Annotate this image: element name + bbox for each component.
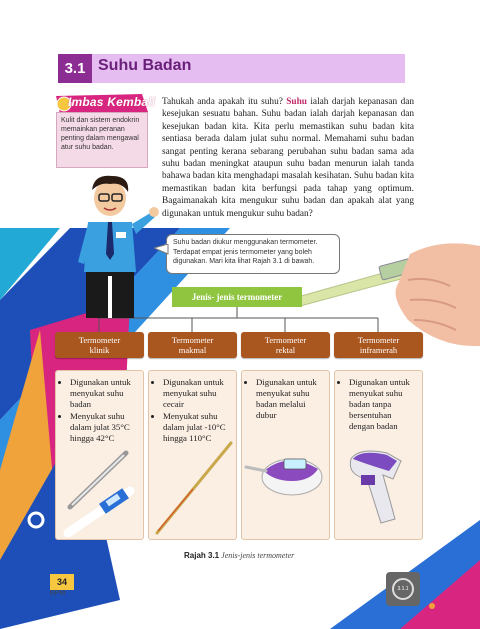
- imbas-kembali-title: Imbas Kembali: [68, 95, 156, 109]
- intro-text-2: ialah darjah kepanasan dan kesejukan sesuatu bahan. Suhu badan ialah darjah kepanasan dan kesejukan badan kita. Kita perlu memastikan suhu badan kita sentiasa berada dalam julat suhu normal. Memahami suhu badan sangat penting kerana sebarang perubahan suhu badan sama ada suhu badan meningkat ataupun suhu badan menurun ialah tanda bahawa badan kita menghadapi masalah kesihatan. Suhu badan kita memastikan badan kita berfungsi pada tahap yang optimum. Bagaimanakah kita mengukur suhu badan dan apakah alat yang digunakan untuk mengukur suhu badan?: [162, 97, 414, 219]
- card-point: • Digunakan untuk menyukat suhu badan tanpa bersentuhan dengan badan: [349, 377, 418, 432]
- card-makmal: [148, 370, 237, 540]
- card-point: • Digunakan untuk menyukat suhu badan: [70, 377, 139, 410]
- card-head-klinik: [55, 332, 144, 358]
- speech-bubble-tail: [154, 244, 170, 256]
- section-title: Suhu Badan: [98, 57, 192, 74]
- laboratory-thermometer-image: [153, 441, 233, 537]
- figure-caption: [184, 551, 294, 560]
- publisher-label: KPM: [50, 590, 66, 597]
- imbas-kembali-text: Kulit dan sistem endokrin memainkan peranan penting dalam mengawal atur suhu badan.: [61, 117, 140, 151]
- card-head-line1: Termometer: [171, 335, 214, 345]
- infrared-thermometer-image: [339, 445, 421, 531]
- card-head-line2: klinik: [89, 345, 110, 355]
- card-head-rektal: [241, 332, 330, 358]
- card-head-line1: Termometer: [78, 335, 121, 345]
- card-point: • Digunakan untuk menyukat suhu badan melalui dubur: [256, 377, 325, 421]
- card-head-makmal: [148, 332, 237, 358]
- section-number: 3.1: [58, 54, 92, 83]
- card-head-line2: rektal: [275, 345, 296, 355]
- rectal-thermometer-image: [244, 441, 326, 511]
- card-inframerah: [334, 370, 423, 540]
- intro-keyword: Suhu: [286, 97, 307, 107]
- figure-caption-text: Jenis-jenis termometer: [221, 551, 295, 560]
- card-point: • Digunakan untuk menyukat suhu cecair: [163, 377, 232, 410]
- learning-standard-badge: [386, 572, 420, 606]
- card-point: • Menyukat suhu dalam julat 35°C hingga 42°C: [70, 411, 139, 444]
- speech-bubble-text: Suhu badan diukur menggunakan termometer. Terdapat empat jenis termometer yang boleh digunakan. Mari kita lihat Rajah 3.1 di bawah.: [173, 239, 318, 265]
- diagram-banner: Jenis- jenis termometer: [172, 287, 302, 307]
- card-head-inframerah: [334, 332, 423, 358]
- card-head-line1: Termometer: [264, 335, 307, 345]
- page-number: 34: [50, 574, 74, 590]
- teacher-illustration: [70, 172, 160, 322]
- card-rektal: [241, 370, 330, 540]
- card-head-line2: makmal: [178, 345, 207, 355]
- card-klinik: [55, 370, 144, 540]
- card-head-line1: Termometer: [357, 335, 400, 345]
- card-point: • Menyukat suhu dalam julat -10°C hingga 110°C: [163, 411, 232, 444]
- learning-standard-code: 3.1.1: [392, 578, 414, 600]
- intro-text-1: Tahukah anda apakah itu suhu?: [162, 97, 287, 107]
- card-head-line2: inframerah: [359, 345, 398, 355]
- figure-label: Rajah 3.1: [184, 551, 220, 560]
- clinical-thermometer-image: [60, 447, 140, 537]
